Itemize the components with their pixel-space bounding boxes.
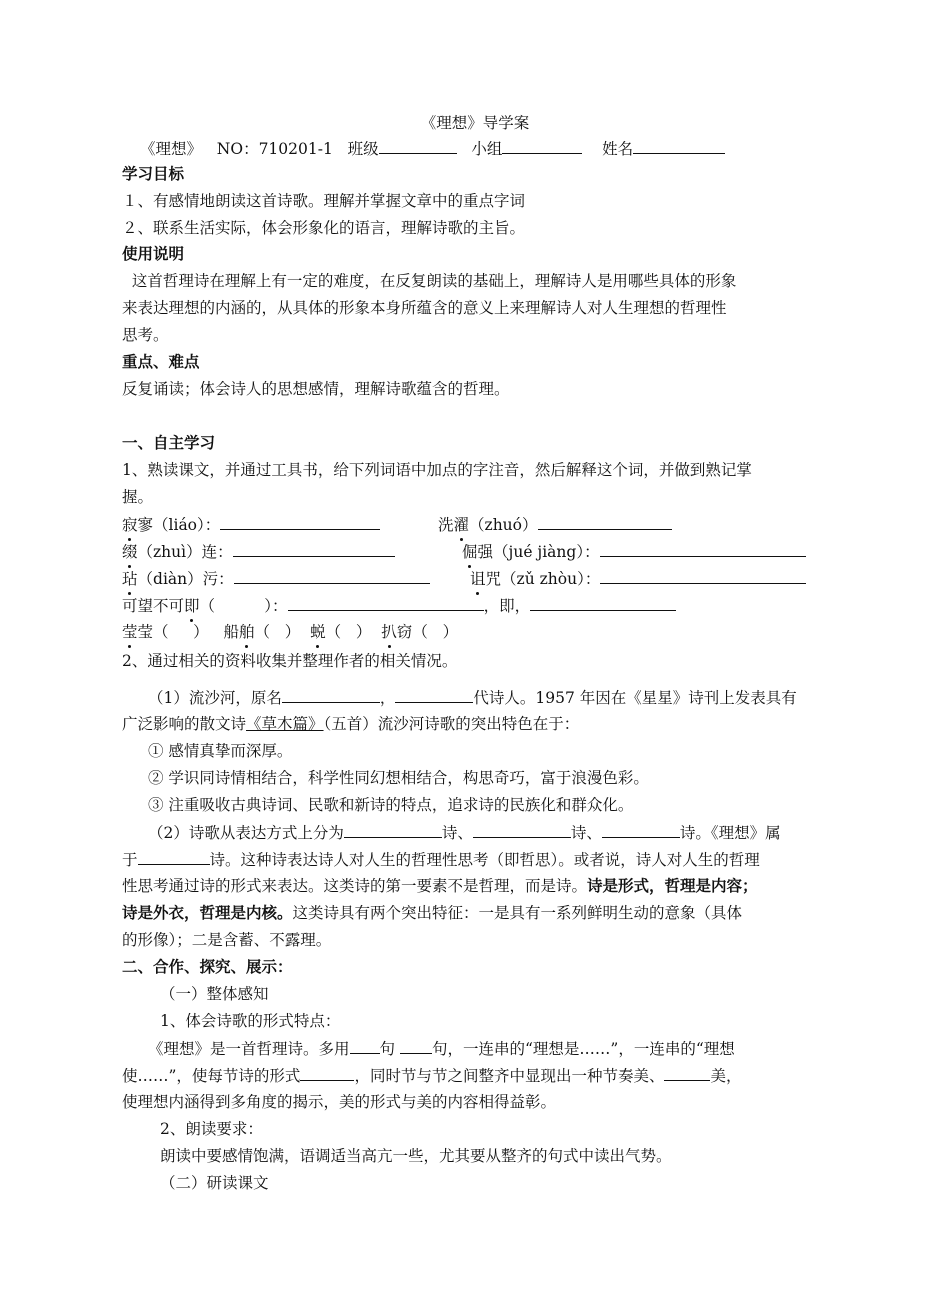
answer-blank[interactable] (400, 1037, 432, 1054)
vocab-word-zuzhou: 诅咒（zǔ zhòu）： (470, 567, 806, 590)
item-heading: 2、朗读要求： (160, 1120, 263, 1138)
page-title: 《理想》导学案 (420, 114, 530, 132)
section1-heading: 一、自主学习 (122, 434, 216, 452)
vocab-word-dianwu: 玷（diàn）污： (122, 567, 430, 590)
answer-blank[interactable] (282, 686, 380, 703)
feature-item: ① 感情真挚而深厚。 (148, 742, 293, 760)
answer-blank[interactable] (664, 1064, 710, 1081)
answer-blank[interactable] (288, 594, 484, 611)
answer-blank[interactable] (538, 513, 672, 530)
number-label: NO：710201-1 (216, 140, 333, 158)
usage-line: 思考。 (122, 326, 169, 344)
answer-blank[interactable] (344, 821, 442, 838)
goal-item: １、有感情地朗读这首诗歌。理解并掌握文章中的重点字词 (122, 192, 526, 210)
vocab-word-row: 莹莹（ ） 船舶（ ） 蜕（ ） 扒窃（ ） (122, 623, 459, 641)
usage-line: 这首哲理诗在理解上有一定的难度，在反复朗读的基础上，理解诗人是用哪些具体的形象 (122, 272, 737, 290)
usage-heading: 使用说明 (122, 245, 185, 263)
question-2: 2、通过相关的资料收集并整理作者的相关情况。 (122, 652, 458, 670)
group-label: 小组 (471, 140, 503, 158)
keypoints-text: 反复诵读；体会诗人的思想感情，理解诗歌蕴含的哲理。 (122, 380, 510, 398)
name-label: 姓名 (602, 140, 634, 158)
vocab-word-juejiang: 倔强（jué jiàng）： (462, 540, 806, 563)
subsection-heading: （二）研读课文 (160, 1174, 269, 1192)
goals-heading: 学习目标 (122, 165, 185, 183)
name-field[interactable] (633, 137, 725, 154)
answer-blank[interactable] (300, 1064, 354, 1081)
course-label: 《理想》 (140, 140, 203, 158)
feature-item: ② 学识同诗情相结合，科学性同幻想相结合，构思奇巧，富于浪漫色彩。 (148, 769, 649, 787)
vocab-word-xizhuo: 洗濯（zhuó） (438, 513, 672, 536)
group-field[interactable] (502, 137, 582, 154)
genre-line: 的形像）；二是含蓄、不露理。 (122, 931, 332, 949)
author-line: （1）流沙河，原名 ， 代诗人。1957 年因在《星星》诗刊上发表具有 (148, 686, 797, 709)
answer-blank[interactable] (600, 540, 806, 557)
class-field[interactable] (379, 137, 457, 154)
reading-requirement: 朗读中要感情饱满，语调适当高亢一些，尤其要从整齐的句式中读出气势。 (160, 1147, 672, 1165)
usage-line: 来表达理想的内涵的，从具体的形象本身所蕴含的意义上来理解诗人对人生理想的哲理性 (122, 299, 727, 317)
vocab-word-kewang: 可望不可即（ ）： ，即， (122, 594, 676, 617)
genre-line: 于 诗。这种诗表达诗人对人生的哲理性思考（即哲思）。或者说，诗人对人生的哲理 (122, 848, 760, 871)
answer-blank[interactable] (233, 540, 395, 557)
goal-item: ２、联系生活实际，体会形象化的语言，理解诗歌的主旨。 (122, 219, 526, 237)
vocab-word-zhuilian: 缀（zhuì）连： (122, 540, 395, 563)
feature-item: ③ 注重吸收古典诗词、民歌和新诗的特点，追求诗的民族化和群众化。 (148, 796, 634, 814)
genre-line: 诗是外衣，哲理是内核。这类诗具有两个突出特征：一是具有一系列鲜明生动的意象（具体 (122, 904, 743, 922)
answer-blank[interactable] (350, 1037, 380, 1054)
answer-blank[interactable] (530, 594, 676, 611)
answer-blank[interactable] (138, 848, 210, 865)
keypoints-heading: 重点、难点 (122, 353, 200, 371)
vocab-word-jiliao: 寂寥（liáo）： (122, 513, 380, 536)
question-1-line: 1、熟读课文，并通过工具书，给下列词语中加点的字注音，然后解释这个词，并做到熟记掌 (122, 461, 752, 479)
answer-blank[interactable] (602, 821, 680, 838)
author-line: 广泛影响的散文诗《草木篇》（五首）流沙河诗歌的突出特色在于： (122, 715, 580, 733)
answer-blank[interactable] (234, 567, 430, 584)
header-line (140, 137, 725, 160)
subsection-heading: （一）整体感知 (160, 985, 269, 1003)
item-heading: 1、体会诗歌的形式特点： (160, 1012, 341, 1030)
answer-blank[interactable] (473, 821, 571, 838)
form-line: 《理想》是一首哲理诗。多用 句 句，一连串的“理想是……”，一连串的“理想 (148, 1037, 735, 1060)
answer-blank[interactable] (600, 567, 806, 584)
answer-blank[interactable] (395, 686, 473, 703)
question-1-line: 握。 (122, 488, 154, 506)
class-label: 班级 (347, 140, 379, 158)
answer-blank[interactable] (220, 513, 380, 530)
form-line: 使理想内涵得到多角度的揭示，美的形式与美的内容相得益彰。 (122, 1093, 557, 1111)
form-line: 使……”，使每节诗的形式 ，同时节与节之间整齐中显现出一种节奏美、 美， (122, 1064, 741, 1087)
work-title: 《草木篇》 (246, 715, 324, 733)
genre-line: （2）诗歌从表达方式上分为 诗、 诗、 诗。《理想》属 (148, 821, 781, 844)
genre-line: 性思考通过诗的形式来表达。这类诗的第一要素不是哲理，而是诗。诗是形式，哲理是内容； (122, 877, 758, 895)
section2-heading: 二、合作、探究、展示： (122, 958, 293, 976)
